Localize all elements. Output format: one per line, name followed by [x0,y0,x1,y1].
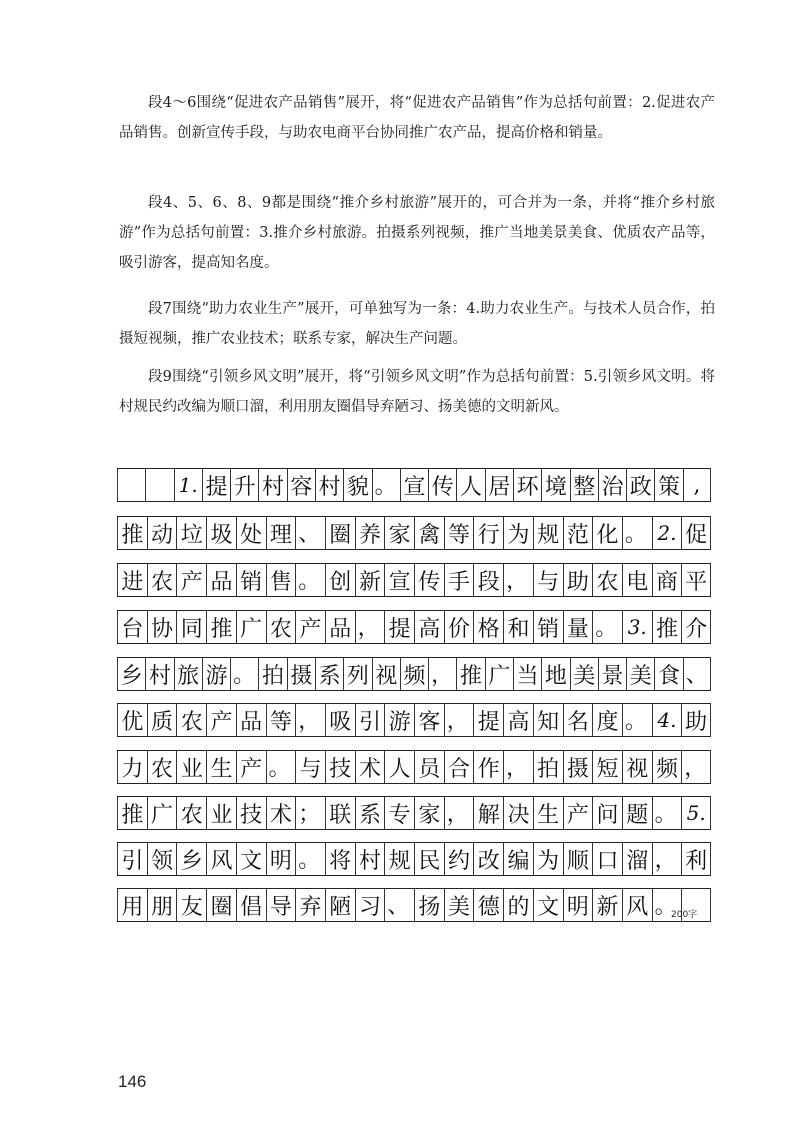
grid-cell: 。 [295,843,325,875]
grid-cell: 容 [287,469,315,501]
grid-cell: 品 [206,564,236,596]
grid-cell: 吸 [325,704,355,736]
grid-cell: 问 [592,797,622,829]
grid-row [117,610,711,644]
grid-row [117,842,711,876]
grid-cell: 解 [473,797,503,829]
grid-cell: 摄 [287,658,315,690]
grid-row [117,563,711,597]
grid-cell: 朋 [147,889,177,921]
grid-cell: 术 [355,751,385,783]
grid-cell: 领 [147,843,177,875]
grid-cell: 台 [117,611,147,643]
grid-cell: 度 [592,704,622,736]
grid-cell: 貌 [343,469,371,501]
grid-cell: 新 [592,889,622,921]
grid-cell: 。 [652,889,682,921]
grid-cell: 推 [652,611,682,643]
grid-cell: 产 [176,564,206,596]
paragraph-rural-civilization: 段9围绕“引领乡风文明”展开，将“引领乡风文明”作为总括句前置：5.引领乡风文明。将村规民约改编为顺口溜，利用朋友圈倡导弃陋习、扬美德的文明新风。 [119,369,715,415]
grid-cell: 村 [145,658,173,690]
grid-cell: 优 [117,704,147,736]
grid-cell: 治 [598,469,626,501]
grid-cell: 名 [563,704,593,736]
grid-cell: 编 [503,843,533,875]
grid-cell: 人 [384,751,414,783]
grid-cell: 、 [384,889,414,921]
grid-cell: 广 [147,797,177,829]
grid-cell: ； [295,797,325,829]
grid-row [117,703,711,737]
grid-cell: 文 [533,889,563,921]
grid-cell: 倡 [236,889,266,921]
grid-cell: 游 [202,658,230,690]
grid-cell: 弃 [295,889,325,921]
grid-cell: 高 [503,704,533,736]
grid-row [117,750,711,784]
grid-cell: 助 [681,704,711,736]
grid-cell: 传 [428,469,456,501]
grid-cell: 整 [570,469,598,501]
grid-cell: 5. [681,797,711,829]
paragraph-agricultural-production: 段7围绕“助力农业生产”展开，可单独写为一条：4.助力农业生产。与技术人员合作，拍摄短视频，推广农业技术；联系专家，解决生产问题。 [119,301,715,347]
grid-cell: 题 [622,797,652,829]
grid-cell: 地 [541,658,569,690]
grid-row [117,888,711,922]
grid-cell: 。 [652,797,682,829]
grid-cell: 格 [473,611,503,643]
grid-cell: 视 [622,751,652,783]
grid-cell: 4. [652,704,682,736]
grid-cell: 家 [384,517,414,549]
grid-cell: 等 [444,517,474,549]
grid-cell: 农 [176,704,206,736]
grid-cell: 、 [295,517,325,549]
grid-cell: 乡 [176,843,206,875]
grid-cell: 与 [533,564,563,596]
grid-cell: 知 [533,704,563,736]
grid-cell: 策 [654,469,682,501]
grid-cell: 销 [533,611,563,643]
grid-cell: 。 [622,517,652,549]
grid-cell: 推 [117,517,147,549]
grid-cell: 同 [176,611,206,643]
grid-cell: 溜 [622,843,652,875]
grid-cell: 为 [503,517,533,549]
grid-cell: 系 [315,658,343,690]
grid-cell: 平 [681,564,711,596]
grid-cell: 系 [355,797,385,829]
grid-cell: 宣 [400,469,428,501]
grid-cell: 品 [325,611,355,643]
grid-cell: 规 [533,517,563,549]
grid-cell: 产 [563,797,593,829]
grid-cell: 品 [236,704,266,736]
grid-cell: 习 [355,889,385,921]
grid-cell: 短 [592,751,622,783]
grid-cell: 友 [176,889,206,921]
grid-cell: ， [652,843,682,875]
grid-cell: 高 [414,611,444,643]
grid-cell [145,469,173,501]
grid-cell: 视 [372,658,400,690]
grid-cell: 家 [414,797,444,829]
grid-cell: 列 [343,658,371,690]
grid-cell: 3. [622,611,652,643]
grid-cell: 手 [444,564,474,596]
grid-cell: 生 [206,751,236,783]
grid-cell: 频 [400,658,428,690]
grid-cell: 宣 [384,564,414,596]
grid-cell: ， [444,704,474,736]
grid-cell: 。 [266,751,296,783]
paragraph-promote-sales: 段4～6围绕“促进农产品销售”展开，将“促进农产品销售”作为总括句前置：2.促进农产品销售。创新宣传手段，与助农电商平台协同推广农产品，提高价格和销量。 [119,95,715,141]
grid-cell: 化 [592,517,622,549]
grid-cell: 价 [444,611,474,643]
grid-cell: 民 [414,843,444,875]
grid-cell: 与 [295,751,325,783]
grid-cell: 。 [592,611,622,643]
grid-cell: 美 [444,889,474,921]
grid-cell: 。 [230,658,258,690]
grid-cell: 广 [236,611,266,643]
grid-cell: 新 [355,564,385,596]
grid-cell: 环 [513,469,541,501]
grid-cell: 改 [473,843,503,875]
grid-cell: 业 [176,751,206,783]
grid-row [117,796,711,830]
grid-cell: 陋 [325,889,355,921]
grid-cell: 风 [206,843,236,875]
grid-cell: 。 [622,704,652,736]
grid-cell: 圾 [206,517,236,549]
grid-row [117,657,711,691]
grid-cell: 升 [230,469,258,501]
grid-cell: 农 [147,751,177,783]
grid-cell: 将 [325,843,355,875]
grid-cell: 员 [414,751,444,783]
grid-cell: , [683,469,711,501]
grid-cell: 介 [681,611,711,643]
grid-cell: 作 [473,751,503,783]
grid-cell: 景 [598,658,626,690]
grid-cell: 技 [236,797,266,829]
grid-cell: 村 [315,469,343,501]
grid-cell: 1. [174,469,202,501]
grid-cell: 村 [258,469,286,501]
grid-cell: 处 [236,517,266,549]
grid-cell: 农 [592,564,622,596]
grid-cell: 行 [473,517,503,549]
grid-cell: 、 [683,658,711,690]
grid-row [117,468,711,502]
grid-cell: 销 [236,564,266,596]
grid-cell [117,469,145,501]
grid-cell: 产 [236,751,266,783]
grid-cell: 规 [384,843,414,875]
grid-cell: 引 [117,843,147,875]
grid-cell: ， [681,751,711,783]
grid-cell: 技 [325,751,355,783]
grid-cell: 力 [117,751,147,783]
grid-cell: 专 [384,797,414,829]
grid-cell: 美 [570,658,598,690]
grid-cell: 摄 [563,751,593,783]
grid-cell: 范 [563,517,593,549]
grid-cell: 美 [626,658,654,690]
grid-cell: 产 [295,611,325,643]
grid-cell: 推 [206,611,236,643]
grid-cell: 的 [503,889,533,921]
word-count-label: 200字 [671,910,698,920]
grid-cell: 助 [563,564,593,596]
grid-cell: ， [444,797,474,829]
grid-cell: 导 [266,889,296,921]
grid-cell: 客 [414,704,444,736]
grid-cell: 食 [654,658,682,690]
grid-cell: ， [428,658,456,690]
grid-cell: ， [355,611,385,643]
paragraph-rural-tourism: 段4、5、6、8、9都是围绕“推介乡村旅游”展开的，可合并为一条，并将“推介乡村旅游”作为总括句前置：3.推介乡村旅游。拍摄系列视频，推广当地美景美食、优质农产品等，吸引游客，提高知名度。 [119,195,715,271]
grid-cell: 质 [147,704,177,736]
grid-cell: 旅 [174,658,202,690]
page-number: 146 [118,1072,147,1091]
grid-cell: 量 [563,611,593,643]
grid-cell: 商 [652,564,682,596]
grid-cell: 协 [147,611,177,643]
grid-cell: 用 [117,889,147,921]
grid-cell: ， [503,564,533,596]
grid-cell: 德 [473,889,503,921]
grid-cell: 产 [206,704,236,736]
grid-cell: 生 [533,797,563,829]
grid-cell: 农 [147,564,177,596]
grid-cell: 乡 [117,658,145,690]
grid-cell: 圈 [325,517,355,549]
grid-cell: 当 [513,658,541,690]
grid-cell: 农 [266,611,296,643]
grid-cell: 广 [485,658,513,690]
grid-cell: 圈 [206,889,236,921]
grid-cell: 风 [622,889,652,921]
grid-cell: 动 [147,517,177,549]
grid-cell: 境 [541,469,569,501]
grid-cell: 口 [592,843,622,875]
grid-cell: 联 [325,797,355,829]
grid-cell: 。 [295,564,325,596]
grid-cell: 业 [206,797,236,829]
grid-cell: 拍 [258,658,286,690]
grid-cell: 售 [266,564,296,596]
grid-cell: 等 [266,704,296,736]
grid-cell: 禽 [414,517,444,549]
grid-cell: 创 [325,564,355,596]
grid-cell: ， [503,751,533,783]
grid-cell: 明 [266,843,296,875]
grid-cell: 促 [681,517,711,549]
grid-cell: 决 [503,797,533,829]
grid-cell: 明 [563,889,593,921]
grid-cell: 政 [626,469,654,501]
grid-cell: 顺 [563,843,593,875]
grid-cell: 合 [444,751,474,783]
grid-cell: 利 [681,843,711,875]
grid-cell: 。 [372,469,400,501]
grid-cell: 提 [202,469,230,501]
grid-cell: 约 [444,843,474,875]
grid-cell: 人 [456,469,484,501]
grid-cell: 文 [236,843,266,875]
grid-cell: 传 [414,564,444,596]
grid-cell: 推 [117,797,147,829]
grid-cell: 为 [533,843,563,875]
grid-cell: 垃 [176,517,206,549]
grid-cell: 电 [622,564,652,596]
grid-cell: 提 [473,704,503,736]
grid-cell: 村 [355,843,385,875]
grid-cell: 农 [176,797,206,829]
grid-cell: 养 [355,517,385,549]
grid-row [117,516,711,550]
grid-cell: 和 [503,611,533,643]
grid-cell: 段 [473,564,503,596]
grid-cell: 引 [355,704,385,736]
grid-cell: 扬 [414,889,444,921]
grid-cell: 理 [266,517,296,549]
grid-cell: 进 [117,564,147,596]
grid-cell: ， [295,704,325,736]
grid-cell: 术 [266,797,296,829]
grid-cell: 居 [485,469,513,501]
grid-cell: 提 [384,611,414,643]
grid-cell: 频 [652,751,682,783]
grid-cell: 游 [384,704,414,736]
grid-cell: 推 [456,658,484,690]
grid-cell: 拍 [533,751,563,783]
grid-cell: 2. [652,517,682,549]
